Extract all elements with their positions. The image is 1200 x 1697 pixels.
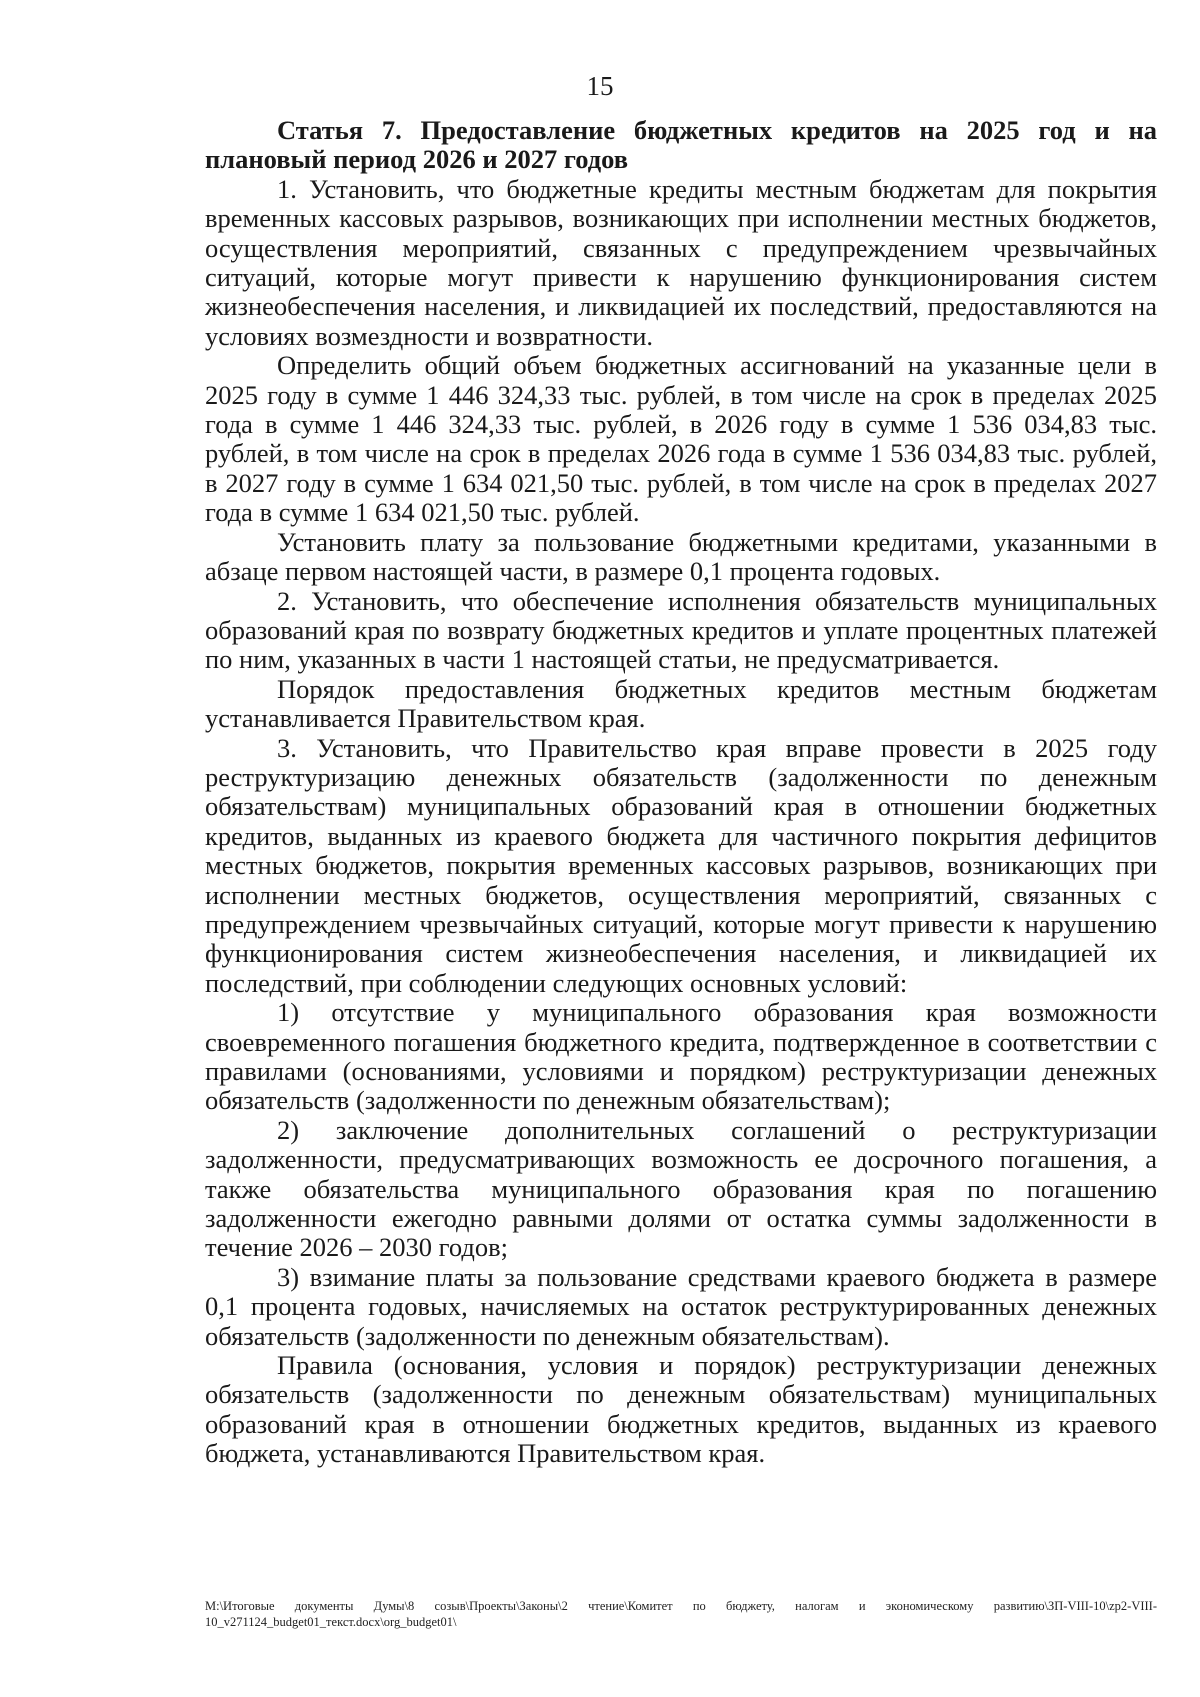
paragraph-procedure: Порядок предоставления бюджетных кредитов местным бюджетам устанавливается Правительством края.	[205, 673, 1157, 734]
paragraph-interest-fee: Установить плату за пользование бюджетными кредитами, указанными в абзаце первом настоящей части, в размере 0,1 процента годовых.	[205, 526, 1157, 587]
list-item-condition-2: 2) заключение дополнительных соглашений о реструктуризации задолженности, предусматривающих возможность ее досрочного погашения, а также обязательства муниципального образования края по погашению задолженности ежегодно равными долями от остатка суммы задолженности в течение 2026 – 2030 годов;	[205, 1114, 1157, 1263]
page-number: 15	[586, 71, 614, 101]
article-heading: Статья 7. Предоставление бюджетных кредитов на 2025 год и на плановый период 2026 и 2027 годов	[205, 115, 1157, 175]
list-item-condition-3: 3) взимание платы за пользование средствами краевого бюджета в размере 0,1 процента годовых, начисляемых на остаток реструктурированных денежных обязательств (задолженности по денежным обязательствам).	[205, 1261, 1157, 1351]
paragraph-part2: 2. Установить, что обеспечение исполнения обязательств муниципальных образований края по возврату бюджетных кредитов и уплате процентных платежей по ним, указанных в части 1 настоящей статьи, не предусматривается.	[205, 585, 1157, 675]
paragraph-allocation-amounts: Определить общий объем бюджетных ассигнований на указанные цели в 2025 году в сумме 1 446 324,33 тыс. рублей, в том числе на срок в пределах 2025 года в сумме 1 446 324,33 тыс. рублей, в 2026 году в сумме 1 536 034,83 тыс. рублей, в том числе на срок в пределах 2026 года в сумме 1 536 034,83 тыс. рублей, в 2027 году в сумме 1 634 021,50 тыс. рублей, в том числе на срок в пределах 2027 года в сумме 1 634 021,50 тыс. рублей.	[205, 350, 1157, 528]
paragraph-part1: 1. Установить, что бюджетные кредиты местным бюджетам для покрытия временных кассовых разрывов, возникающих при исполнении местных бюджетов, осуществления мероприятий, связанных с предупреждением чрезвычайных ситуаций, которые могут привести к нарушению функционирования систем жизнеобеспечения населения, и ликвидацией их последствий, предоставляются на условиях возмездности и возвратности.	[205, 173, 1157, 351]
article-body	[205, 116, 1157, 1469]
footer-file-path: M:\Итоговые документы Думы\8 созыв\Проекты\Законы\2 чтение\Комитет по бюджету, налогам и экономическому развитию\ЗП-VIII-10\zp2-VIII-10_v271124_budget01_текст.docx\org_budget01\	[205, 1599, 1157, 1629]
paragraph-part3: 3. Установить, что Правительство края вправе провести в 2025 году реструктуризацию денежных обязательств (задолженности по денежным обязательствам) муниципальных образований края в отношении бюджетных кредитов, выданных из краевого бюджета для частичного покрытия дефицитов местных бюджетов, покрытия временных кассовых разрывов, возникающих при исполнении местных бюджетов, осуществления мероприятий, связанных с предупреждением чрезвычайных ситуаций, которые могут привести к нарушению функционирования систем жизнеобеспечения населения, и ликвидацией их последствий, при соблюдении следующих основных условий:	[205, 732, 1157, 998]
list-item-condition-1: 1) отсутствие у муниципального образования края возможности своевременного погашения бюджетного кредита, подтвержденное в соответствии с правилами (основаниями, условиями и порядком) реструктуризации денежных обязательств (задолженности по денежным обязательствам);	[205, 997, 1157, 1116]
paragraph-restructuring-rules: Правила (основания, условия и порядок) реструктуризации денежных обязательств (задолженности по денежным обязательствам) муниципальных образований края в отношении бюджетных кредитов, выданных из краевого бюджета, устанавливаются Правительством края.	[205, 1350, 1157, 1469]
